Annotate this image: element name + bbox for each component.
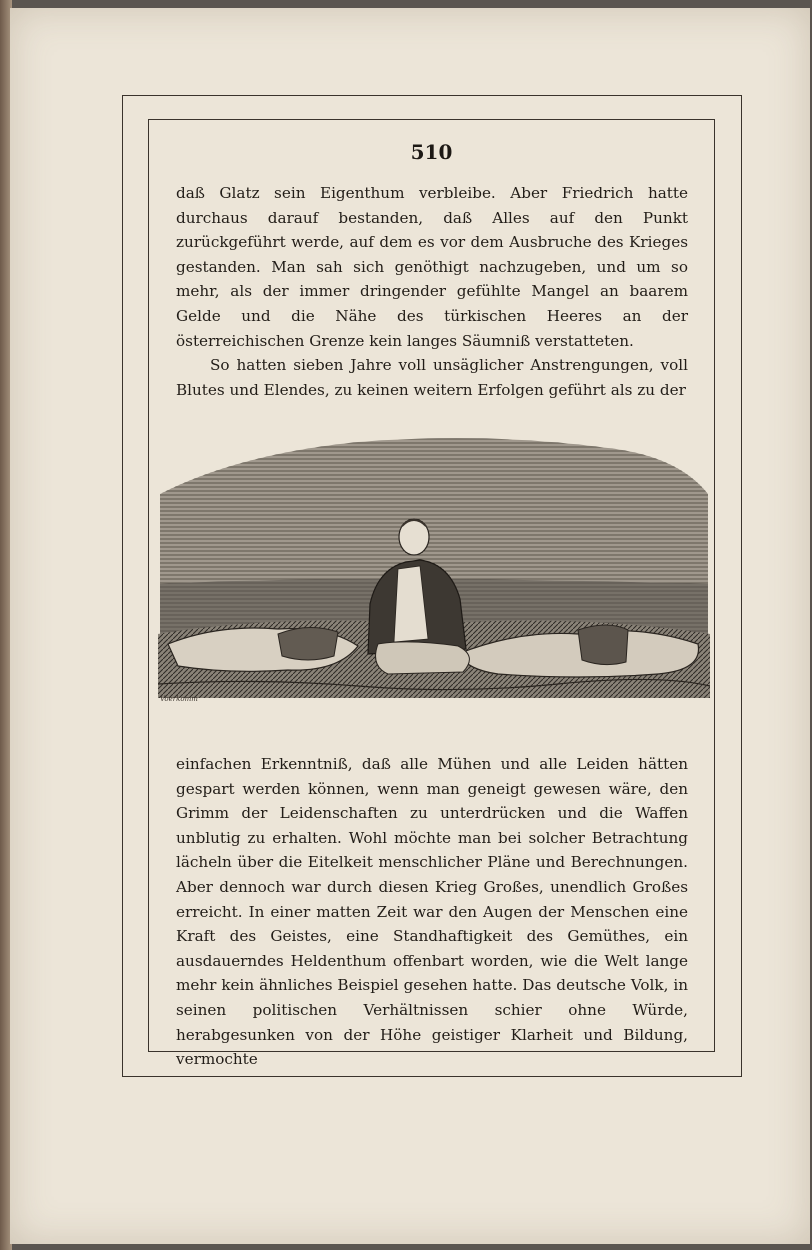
engraving-illustration (158, 434, 710, 702)
paragraph-2: So hatten sieben Jahre voll unsäglicher Anstrengungen, voll Blutes und Elendes, zu keinen weitern Erfolgen geführt als zu der (176, 356, 688, 399)
battlefield-engraving (158, 434, 710, 702)
page-number: 510 (410, 140, 453, 164)
paragraph-1: daß Glatz sein Eigenthum verbleibe. Aber Friedrich hatte durchaus darauf bestanden, daß Alles auf den Punkt zurückgeführt werde, auf dem es vor dem Ausbruche des Krieges gestanden. Man sah sich genöthigt nachzugeben, und um so mehr, als der immer dringender gefühlte Mangel an baarem Gelde und die Nähe des türkischen Heeres an der österreichischen Grenze kein langes Säumniß verstatteten. (176, 184, 688, 350)
paragraph-3: einfachen Erkenntniß, daß alle Mühen und alle Leiden hätten gespart werden können, wenn man geneigt gewesen wäre, den Grimm der Leidenschaften zu unterdrücken und die Waffen unblutig zu erhalten. Wohl möchte man bei solcher Betrachtung lächeln über die Eitelkeit menschlicher Pläne und Berechnungen. Aber dennoch war durch diesen Krieg Großes, unendlich Großes erreicht. In einer matten Zeit war den Augen der Menschen eine Kraft des Geistes, eine Standhaftigkeit des Gemüthes, ein ausdauerndes Heldenthum offenbart worden, wie die Welt lange mehr kein ähnliches Beispiel gesehen hatte. Das deutsche Volk, in seinen politischen Verhältnissen schier ohne Würde, herabgesunken von der Höhe geistiger Klarheit und Bildung, vermochte (176, 755, 688, 1069)
illustration-signature: Voerkomm (160, 695, 198, 703)
text-block-top (176, 181, 688, 402)
text-block-bottom (176, 752, 688, 1072)
